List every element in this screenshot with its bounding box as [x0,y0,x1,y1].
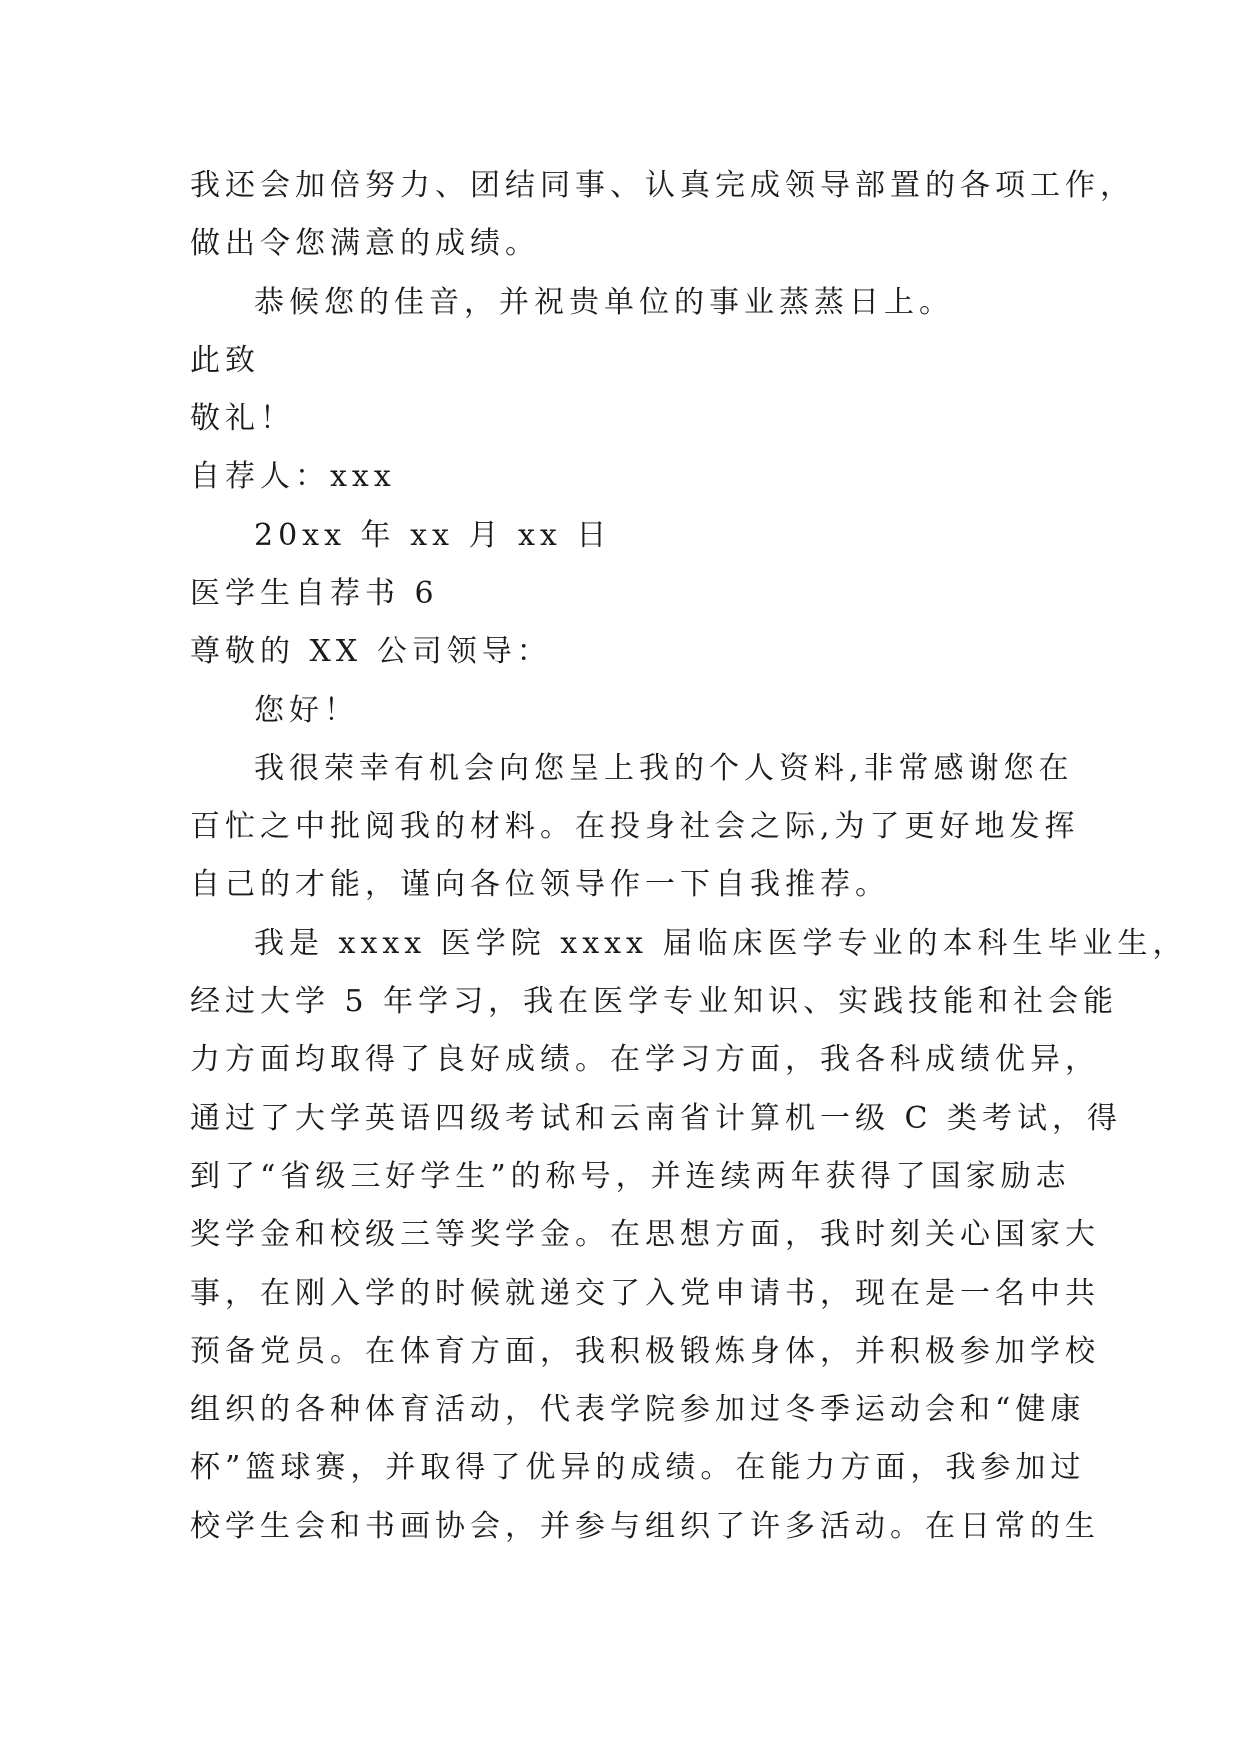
paragraph-line: 奖学金和校级三等奖学金。在思想方面，我时刻关心国家大 [190,1217,1100,1252]
greeting: 您好！ [254,693,359,728]
salutation-line: 此致 [190,343,260,378]
paragraph-line: 百忙之中批阅我的材料。在投身社会之际,为了更好地发挥 [190,809,1080,844]
salutation-line: 敬礼！ [190,401,295,436]
signature: 自荐人：xxx [190,459,396,494]
paragraph-line: 做出令您满意的成绩。 [190,226,540,261]
paragraph-line: 力方面均取得了良好成绩。在学习方面，我各科成绩优异， [190,1042,1100,1077]
paragraph-line: 预备党员。在体育方面，我积极锻炼身体，并积极参加学校 [190,1334,1100,1369]
paragraph-line: 经过大学 5 年学习，我在医学专业知识、实践技能和社会能 [190,984,1119,1019]
section-title: 医学生自荐书 6 [190,576,439,611]
paragraph-line: 校学生会和书画协会，并参与组织了许多活动。在日常的生 [190,1509,1100,1544]
paragraph-line: 组织的各种体育活动，代表学院参加过冬季运动会和“健康 [190,1392,1086,1427]
closing-wish: 恭候您的佳音，并祝贵单位的事业蒸蒸日上。 [254,285,954,320]
paragraph-line: 通过了大学英语四级考试和云南省计算机一级 C 类考试，得 [190,1101,1123,1136]
paragraph-line: 我很荣幸有机会向您呈上我的个人资料,非常感谢您在 [254,751,1074,786]
addressee: 尊敬的 XX 公司领导： [190,634,552,669]
paragraph-line: 杯”篮球赛，并取得了优异的成绩。在能力方面，我参加过 [190,1450,1086,1485]
date: 20xx 年 xx 月 xx 日 [254,518,612,553]
paragraph-line: 事，在刚入学的时候就递交了入党申请书，现在是一名中共 [190,1276,1100,1311]
paragraph-line: 自己的才能，谨向各位领导作一下自我推荐。 [190,867,890,902]
paragraph-line: 我还会加倍努力、团结同事、认真完成领导部置的各项工作， [190,168,1135,203]
paragraph-line: 我是 xxxx 医学院 xxxx 届临床医学专业的本科生毕业生， [254,926,1188,961]
paragraph-line: 到了“省级三好学生”的称号，并连续两年获得了国家励志 [190,1159,1071,1194]
